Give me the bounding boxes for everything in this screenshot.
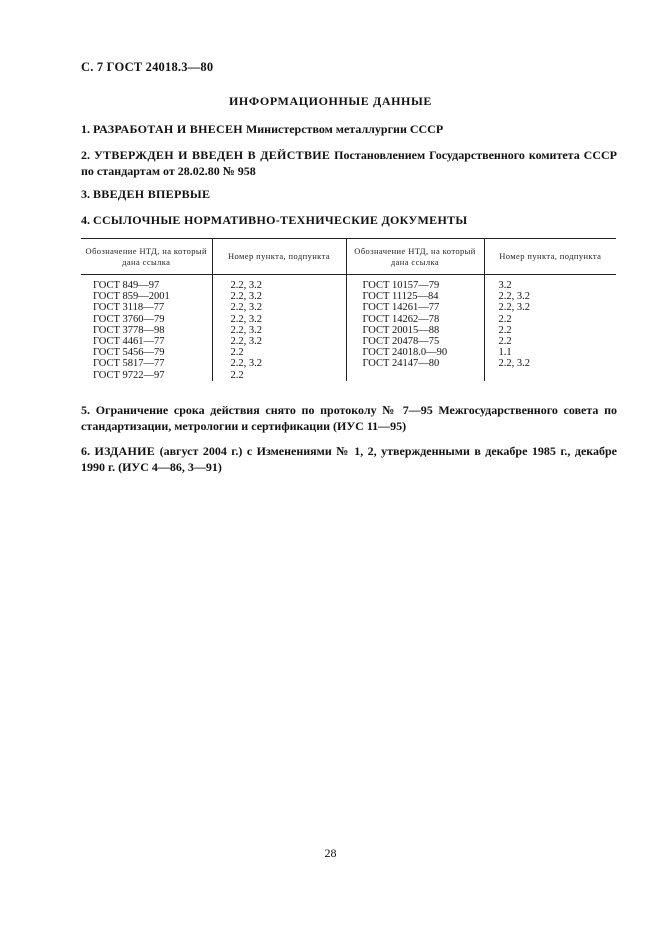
doc-ref: ГОСТ 3778—98 (93, 324, 165, 336)
point-ref: 2.2 (230, 347, 244, 359)
header-points-right: Номер пункта, подпункта (484, 239, 616, 275)
doc-ref: ГОСТ 5817—77 (93, 358, 165, 370)
doc-ref: ГОСТ 14262—78 (362, 313, 440, 325)
section-title: ИНФОРМАЦИОННЫЕ ДАННЫЕ (229, 94, 432, 108)
point-ref: 2.2, 3.2 (230, 291, 262, 303)
left-points-column (212, 275, 346, 381)
item-heading: УТВЕРЖДЕН И ВВЕДЕН В ДЕЙСТВИЕ (93, 148, 331, 162)
item-heading: РАЗРАБОТАН И ВНЕСЕН (93, 122, 243, 136)
info-item-3 (81, 186, 617, 202)
item-text: (август 2004 г.) с Изменениями № 1, 2, утвержденными в декабре 1985 г., декабре 1990 г. (ИУС 4—86, 3—91) (81, 444, 618, 474)
doc-ref: ГОСТ 4461—77 (93, 336, 165, 348)
point-ref: 2.2 (498, 336, 512, 348)
doc-ref: ГОСТ 3118—77 (93, 302, 165, 314)
doc-ref: ГОСТ 5456—79 (93, 347, 165, 359)
doc-ref: ГОСТ 20478—75 (362, 336, 440, 348)
doc-ref: ГОСТ 24147—80 (362, 358, 440, 370)
point-ref: 2.2, 3.2 (230, 313, 262, 325)
header-doc-right: Обозначение НТД, на который дана ссылка (346, 239, 484, 275)
info-item-2 (81, 147, 617, 179)
reference-documents-table (81, 238, 616, 381)
item-number: 3. (81, 187, 90, 201)
item-number: 2. (81, 148, 90, 162)
point-ref: 2.2, 3.2 (498, 291, 530, 303)
item-text: Министерством металлургии СССР (245, 122, 444, 136)
point-ref: 2.2, 3.2 (230, 358, 262, 370)
point-ref: 2.2, 3.2 (498, 302, 530, 314)
right-points-column (484, 275, 616, 381)
point-ref: 2.2 (498, 313, 512, 325)
info-item-5 (81, 402, 617, 434)
table-row (81, 275, 616, 381)
point-ref: 2.2 (498, 324, 512, 336)
left-docs-column (81, 275, 212, 381)
page-header: С. 7 ГОСТ 24018.3—80 (81, 60, 214, 74)
item-number: 4. (81, 213, 90, 227)
point-ref: 2.2, 3.2 (230, 336, 262, 348)
point-ref: 2.2, 3.2 (498, 358, 530, 370)
doc-ref: ГОСТ 3760—79 (93, 313, 165, 325)
doc-ref: ГОСТ 20015—88 (362, 324, 440, 336)
point-ref: 1.1 (498, 347, 512, 359)
doc-ref: ГОСТ 859—2001 (93, 291, 170, 303)
item-number: 5. (81, 403, 90, 417)
item-text: Ограничение срока действия снято по протоколу № 7—95 Межгосударственного совета по стандартизации, метрологии и сертификации (ИУС 11—95) (81, 403, 618, 433)
info-item-1 (81, 121, 617, 137)
point-ref: 3.2 (498, 280, 512, 291)
point-ref: 2.2, 3.2 (230, 302, 262, 314)
doc-ref: ГОСТ 14261—77 (362, 302, 440, 314)
item-number: 1. (81, 122, 90, 136)
doc-ref: ГОСТ 849—97 (93, 280, 160, 291)
doc-ref: ГОСТ 10157—79 (362, 280, 440, 291)
item-heading: ИЗДАНИЕ (94, 444, 156, 458)
info-item-6 (81, 443, 617, 475)
header-points-left: Номер пункта, подпункта (212, 239, 346, 275)
point-ref: 2.2 (230, 369, 244, 381)
table-header-row (81, 239, 616, 275)
item-number: 6. (81, 444, 90, 458)
point-ref: 2.2, 3.2 (230, 280, 262, 291)
item-heading: ВВЕДЕН ВПЕРВЫЕ (93, 187, 211, 201)
info-item-4 (81, 212, 617, 228)
item-text: Постановлением Государственного комитета СССР по стандартам от 28.02.80 № 958 (81, 148, 617, 178)
doc-ref: ГОСТ 11125—84 (362, 291, 439, 303)
item-heading: ССЫЛОЧНЫЕ НОРМАТИВНО-ТЕХНИЧЕСКИЕ ДОКУМЕНТЫ (93, 213, 468, 227)
doc-ref: ГОСТ 24018.0—90 (362, 347, 448, 359)
doc-ref: ГОСТ 9722—97 (93, 369, 165, 381)
right-docs-column (346, 275, 484, 381)
point-ref: 2.2, 3.2 (230, 324, 262, 336)
header-doc-left: Обозначение НТД, на который дана ссылка (81, 239, 212, 275)
page-number: 28 (324, 846, 337, 860)
